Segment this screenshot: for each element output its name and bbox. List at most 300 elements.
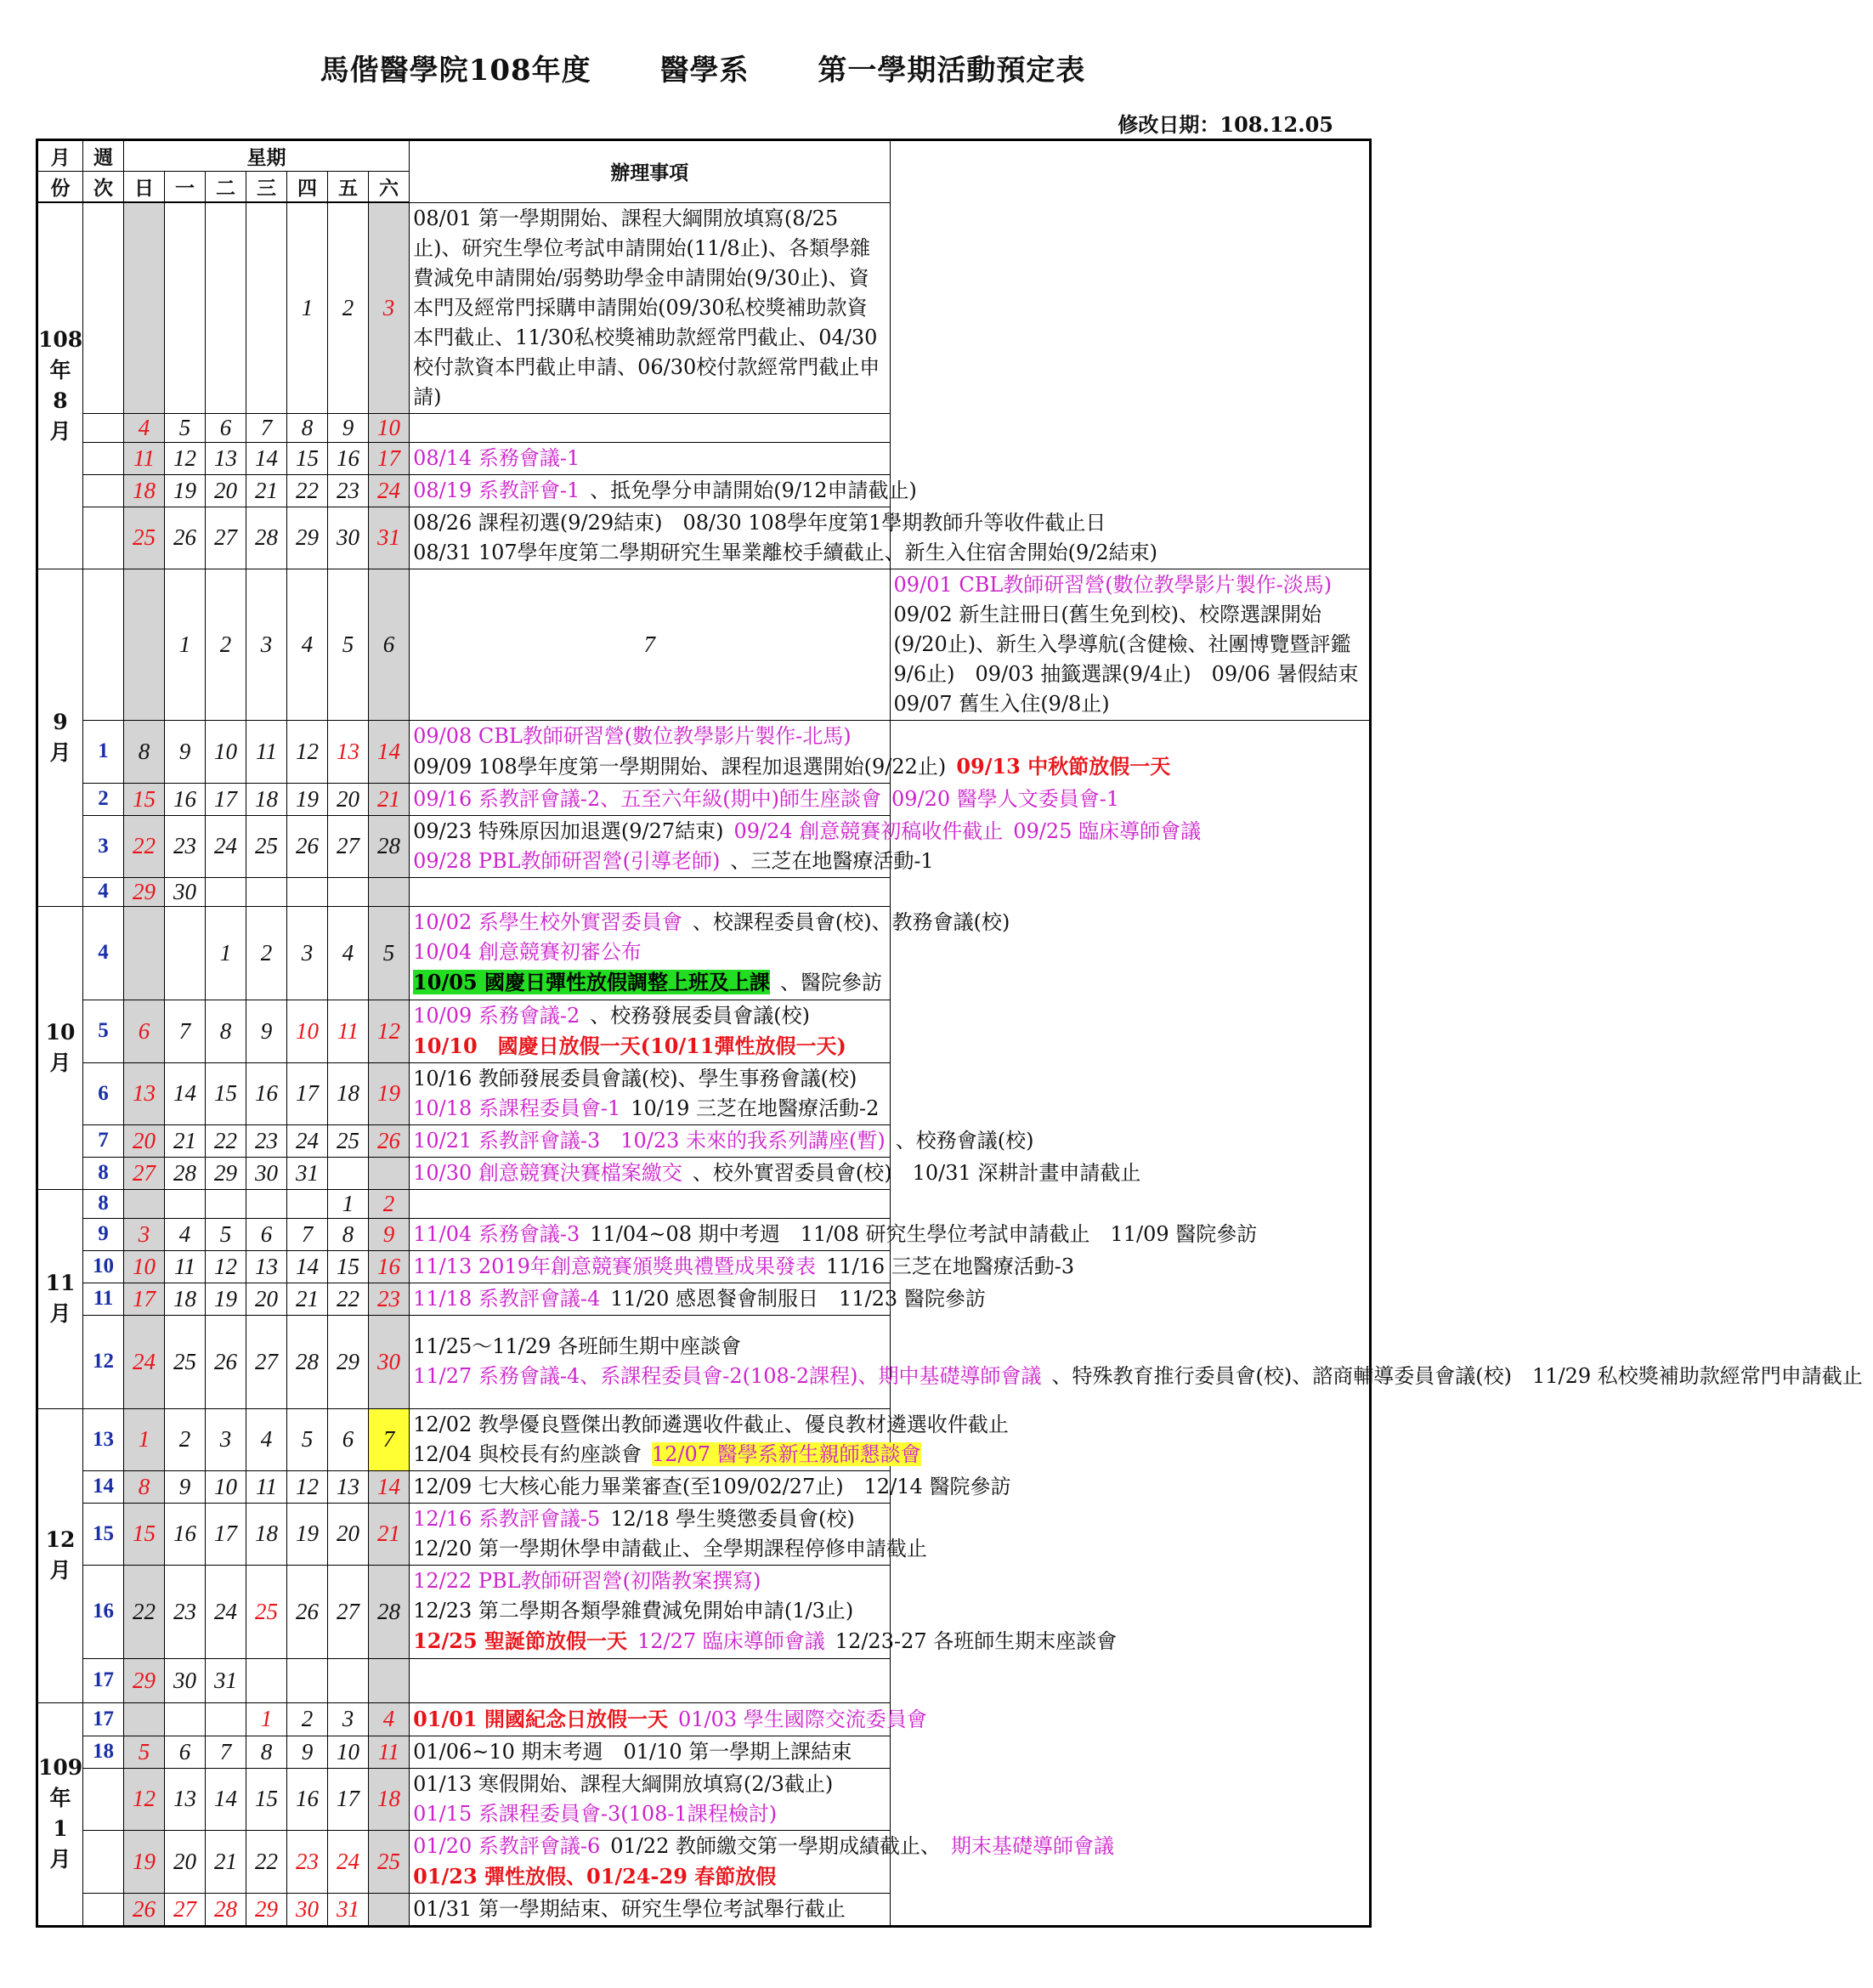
day-cell: 29: [124, 1658, 165, 1702]
day-cell: 10: [328, 1736, 369, 1768]
week-row: [37, 1315, 1371, 1408]
week-number: 17: [83, 1702, 124, 1736]
day-cell: 22: [328, 1283, 369, 1315]
day-cell: 30: [165, 1658, 206, 1702]
event-text: 01/03 學生國際交流委員會: [678, 1707, 927, 1731]
day-cell: 20: [328, 1503, 369, 1565]
day-cell: 12: [287, 1470, 328, 1503]
day-cell: 17: [124, 1283, 165, 1315]
event-text: 11/20 感恩餐會制服日 11/23 醫院參訪: [610, 1286, 986, 1311]
event-line: [413, 1094, 886, 1124]
event-line: [413, 508, 1106, 538]
day-cell: 6: [206, 413, 246, 442]
day-cell: 23: [165, 815, 206, 877]
event-line: [413, 937, 886, 967]
day-cell: 21: [165, 1124, 206, 1157]
month-block: [37, 906, 1371, 1189]
day-cell: 22: [287, 474, 328, 507]
day-cell: 6: [124, 1000, 165, 1062]
event-text: 10/21 系教評會議-3 10/23 未來的我系列講座(暫): [413, 1128, 886, 1153]
month-label-part: 月: [49, 1301, 71, 1326]
event-text: 01/01 開國紀念日放假一天: [413, 1706, 668, 1731]
week-row: [37, 877, 1371, 906]
week-number: 5: [83, 1000, 124, 1062]
event-text: 08/14 系務會議-1: [413, 445, 580, 470]
week-number: [83, 413, 124, 442]
day-cell: 23: [287, 1830, 328, 1893]
week-number: [83, 569, 124, 720]
day-cell: 10: [287, 1000, 328, 1062]
day-cell: 30: [246, 1157, 287, 1189]
day-cell: [328, 877, 369, 906]
day-cell: 1: [165, 569, 206, 720]
events-cell: [410, 783, 1120, 815]
event-line: [413, 1534, 927, 1564]
title-schedule: 第一學期活動預定表: [818, 54, 1086, 88]
day-cell: 31: [287, 1157, 328, 1189]
events-cell: [410, 1250, 1075, 1283]
event-line: [413, 1704, 927, 1735]
day-cell: 17: [369, 442, 410, 474]
day-cell: 29: [206, 1157, 246, 1189]
event-line: [413, 817, 1202, 847]
day-cell: 29: [328, 1315, 369, 1408]
day-cell: 20: [206, 474, 246, 507]
day-cell: 19: [287, 1503, 328, 1565]
event-text: 01/23 彈性放假、01/24-29 春節放假: [413, 1863, 777, 1889]
day-cell: 27: [328, 815, 369, 877]
day-cell: 30: [287, 1893, 328, 1926]
event-text: 01/13 寒假開始、課程大綱開放填寫(2/3截止): [413, 1771, 834, 1796]
day-cell: 28: [369, 815, 410, 877]
day-cell: 4: [165, 1218, 206, 1250]
events-cell: [410, 507, 1158, 569]
event-text: 08/19 系教評會-1: [413, 478, 580, 502]
event-text: 01/22 教師繳交第一學期成績截止、: [610, 1833, 942, 1858]
month-block: [37, 1702, 1371, 1926]
month-label-part: 11: [45, 1271, 76, 1295]
day-cell: 18: [124, 474, 165, 507]
event-text: 11/04 系務會議-3: [413, 1221, 580, 1246]
week-number: 1: [83, 720, 124, 783]
day-cell: [165, 1189, 206, 1218]
event-line: [413, 1895, 886, 1924]
day-cell: 17: [328, 1768, 369, 1830]
title-school: 馬偕醫學院108年度: [320, 54, 591, 88]
month-label-part: 月: [49, 418, 71, 444]
month-label-part: 10: [45, 1019, 76, 1045]
event-line: [413, 476, 917, 506]
day-cell: 3: [124, 1218, 165, 1250]
month-label-part: 月: [49, 1558, 71, 1583]
event-text: 08/26 課程初選(9/29結束) 08/30 108學年度第1學期教師升等收件截止日: [413, 510, 1106, 535]
week-number: 10: [83, 1250, 124, 1283]
day-cell: 10: [206, 720, 246, 783]
event-line: [413, 784, 1120, 814]
event-text: 09/28 PBL教師研習營(引導老師): [413, 848, 721, 873]
day-cell: 14: [246, 442, 287, 474]
event-text: 09/25 臨床導師會議: [1013, 818, 1202, 843]
day-cell: 2: [165, 1408, 206, 1470]
week-row: [37, 906, 1371, 1000]
event-text: 10/19 三芝在地醫療活動-2: [631, 1096, 880, 1120]
event-text: 11/13 2019年創意競賽頒獎典禮暨成果發表: [413, 1254, 816, 1278]
week-number: 13: [83, 1408, 124, 1470]
day-cell: 25: [246, 815, 287, 877]
event-text: 12/25 聖誕節放假一天: [413, 1628, 627, 1653]
event-line: [413, 1596, 886, 1626]
event-text: 12/27 臨床導師會議: [637, 1629, 825, 1653]
event-text: 11/18 系教評會議-4: [413, 1286, 601, 1311]
event-line: [413, 204, 886, 412]
day-cell: 11: [124, 442, 165, 474]
day-cell: 21: [246, 474, 287, 507]
event-text: 12/02 教學優良暨傑出教師遴選收件截止、優良教材遴選收件截止: [413, 1412, 1009, 1436]
event-line: [413, 1504, 886, 1534]
day-cell: 5: [287, 1408, 328, 1470]
day-cell: 7: [165, 1000, 206, 1062]
event-text: 08/31 107學年度第二學期研究生畢業離校手續截止、新生入住宿舍開始(9/2結束): [413, 540, 1158, 564]
event-text: 09/23 特殊原因加退選(9/27結束): [413, 818, 724, 843]
week-row: [37, 1000, 1371, 1062]
event-text: 09/16 系教評會議-2、五至六年級(期中)師生座談會: [413, 786, 881, 811]
event-text: 10/09 系務會議-2: [413, 1003, 580, 1028]
event-line: [413, 1737, 886, 1767]
day-cell: 21: [369, 1503, 410, 1565]
event-text: 、校外實習委員會(校) 10/31 深耕計畫申請截止: [692, 1160, 1141, 1185]
page-title: [0, 47, 1406, 88]
week-number: [83, 1893, 124, 1926]
day-cell: 14: [206, 1768, 246, 1830]
week-row: [37, 1062, 1371, 1124]
event-text: 期末基礎導師會議: [951, 1833, 1115, 1858]
header-weekday-sun: 日: [124, 172, 165, 203]
day-cell: 18: [246, 1503, 287, 1565]
event-line: [413, 1284, 986, 1314]
week-number: 14: [83, 1470, 124, 1503]
day-cell: 20: [124, 1124, 165, 1157]
week-row: [37, 569, 1371, 720]
day-cell: [246, 1658, 287, 1702]
event-text: 01/31 第一學期結束、研究生學位考試舉行截止: [413, 1896, 846, 1921]
event-text: 10/04 創意競賽初審公布: [413, 940, 642, 964]
week-row: [37, 1218, 1371, 1250]
week-row: [37, 1503, 1371, 1565]
day-cell: 23: [369, 1283, 410, 1315]
day-cell: 17: [206, 783, 246, 815]
day-cell: 28: [369, 1565, 410, 1658]
day-cell: [165, 906, 206, 1000]
day-cell: 13: [246, 1250, 287, 1283]
day-cell: 31: [369, 507, 410, 569]
month-label: [37, 202, 83, 569]
event-text: 12/07 醫學系新生親師懇談會: [651, 1441, 921, 1466]
week-number: 3: [83, 815, 124, 877]
day-cell: 10: [369, 413, 410, 442]
day-cell: [246, 1189, 287, 1218]
event-text: 10/18 系課程委員會-1: [413, 1096, 621, 1120]
day-cell: 15: [124, 783, 165, 815]
day-cell: 5: [124, 1736, 165, 1768]
event-line: [413, 722, 886, 751]
day-cell: 3: [287, 906, 328, 1000]
month-label-part: 月: [49, 1050, 71, 1075]
week-row: [37, 442, 1371, 474]
event-text: 、醫院參訪: [780, 971, 882, 994]
month-block: [37, 202, 1371, 569]
day-cell: [328, 1658, 369, 1702]
day-cell: 8: [206, 1000, 246, 1062]
header-month-top: 月: [37, 140, 83, 172]
day-cell: 15: [124, 1503, 165, 1565]
week-number: 18: [83, 1736, 124, 1768]
day-cell: 14: [165, 1062, 206, 1124]
day-cell: 3: [206, 1408, 246, 1470]
day-cell: 12: [287, 720, 328, 783]
day-cell: 6: [165, 1736, 206, 1768]
week-row: [37, 1658, 1371, 1702]
event-line: [413, 1220, 1258, 1249]
week-row: [37, 815, 1371, 877]
week-number: [83, 507, 124, 569]
day-cell: 8: [246, 1736, 287, 1768]
day-cell: [124, 1702, 165, 1736]
day-cell: 11: [246, 1470, 287, 1503]
week-row: [37, 413, 1371, 442]
day-cell: 12: [206, 1250, 246, 1283]
day-cell: 11: [246, 720, 287, 783]
event-text: 、三芝在地醫療活動-1: [730, 848, 934, 873]
day-cell: 22: [206, 1124, 246, 1157]
header-week-top: 週: [83, 140, 124, 172]
event-text: 10/30 創意競賽決賽檔案繳交: [413, 1160, 682, 1185]
title-dept: 醫學系: [659, 54, 750, 88]
day-cell: 31: [206, 1658, 246, 1702]
week-number: 15: [83, 1503, 124, 1565]
events-cell: [410, 474, 917, 507]
day-cell: 22: [124, 1565, 165, 1658]
day-cell: 16: [246, 1062, 287, 1124]
month-label-part: 108: [38, 326, 83, 352]
event-line: [413, 1332, 886, 1362]
event-line: [413, 751, 1171, 782]
week-number: 6: [83, 1062, 124, 1124]
header-weekday-mon: 一: [165, 172, 206, 203]
day-cell: 4: [328, 906, 369, 1000]
day-cell: 9: [165, 720, 206, 783]
week-number: 4: [83, 906, 124, 1000]
day-cell: 7: [287, 1218, 328, 1250]
month-label: [37, 1702, 83, 1926]
day-cell: 24: [369, 474, 410, 507]
day-cell: 17: [287, 1062, 328, 1124]
event-text: 、校課程委員會(校)、教務會議(校): [692, 910, 1010, 934]
day-cell: 5: [369, 906, 410, 1000]
day-cell: 8: [124, 720, 165, 783]
event-text: 01/15 系課程委員會-3(108-1課程檢討): [413, 1801, 778, 1826]
week-row: [37, 1157, 1371, 1189]
day-cell: 1: [206, 906, 246, 1000]
week-number: [83, 202, 124, 413]
event-line: [893, 600, 1379, 719]
header-month-bottom: 份: [37, 172, 83, 203]
day-cell: 12: [165, 442, 206, 474]
month-label-part: 月: [49, 1847, 71, 1872]
week-row: [37, 1736, 1371, 1768]
day-cell: 14: [369, 720, 410, 783]
month-label: [37, 1408, 83, 1702]
day-cell: 27: [124, 1157, 165, 1189]
week-number: 7: [83, 1124, 124, 1157]
day-cell: [328, 1157, 369, 1189]
events-cell: [410, 1283, 986, 1315]
header-weekday-wed: 三: [246, 172, 287, 203]
day-cell: 21: [369, 783, 410, 815]
day-cell: 1: [124, 1408, 165, 1470]
header-weekday-tue: 二: [206, 172, 246, 203]
day-cell: 25: [369, 1830, 410, 1893]
day-cell: 24: [206, 1565, 246, 1658]
event-line: [413, 1158, 1141, 1188]
day-cell: 7: [369, 1408, 410, 1470]
event-line: [413, 1001, 886, 1031]
event-line: [413, 908, 1010, 937]
day-cell: 22: [124, 815, 165, 877]
event-text: 10/05 國慶日彈性放假調整上班及上課: [413, 970, 770, 994]
day-cell: 26: [287, 815, 328, 877]
day-cell: [287, 1189, 328, 1218]
week-number: 2: [83, 783, 124, 815]
event-line: [413, 1472, 1011, 1502]
week-number: [83, 1830, 124, 1893]
event-text: 11/27 系務會議-4、系課程委員會-2(108-2課程)、期中基礎導師會議: [413, 1364, 1042, 1388]
week-number: [83, 474, 124, 507]
header-events: 辦理事項: [410, 140, 890, 203]
day-cell: 8: [287, 413, 328, 442]
day-cell: 1: [328, 1189, 369, 1218]
day-cell: 11: [369, 1736, 410, 1768]
week-row: [37, 1565, 1371, 1658]
event-text: 10/02 系學生校外實習委員會: [413, 910, 682, 934]
day-cell: 9: [369, 1218, 410, 1250]
events-cell: [410, 1218, 1258, 1250]
month-label-part: 1: [53, 1816, 68, 1841]
month-label: [37, 569, 83, 906]
event-text: 09/09 108學年度第一學期開始、課程加退選開始(9/22止): [413, 754, 947, 779]
day-cell: 2: [287, 1702, 328, 1736]
week-row: [37, 202, 1371, 413]
event-text: 12/16 系教評會議-5: [413, 1506, 601, 1531]
week-number: 12: [83, 1315, 124, 1408]
day-cell: [369, 877, 410, 906]
event-line: [413, 1362, 1863, 1391]
week-row: [37, 1283, 1371, 1315]
day-cell: [165, 202, 206, 413]
week-row: [37, 1702, 1371, 1736]
day-cell: 1: [287, 202, 328, 413]
day-cell: 16: [165, 1503, 206, 1565]
week-row: [37, 1408, 1371, 1470]
day-cell: 19: [287, 783, 328, 815]
event-line: [413, 1626, 1118, 1657]
day-cell: 12: [124, 1768, 165, 1830]
day-cell: 2: [246, 906, 287, 1000]
day-cell: 16: [369, 1250, 410, 1283]
day-cell: 20: [246, 1283, 287, 1315]
month-label-part: 8: [53, 388, 68, 413]
week-row: [37, 720, 1371, 783]
day-cell: 10: [124, 1250, 165, 1283]
event-line: [413, 1031, 886, 1062]
day-cell: 4: [124, 413, 165, 442]
day-cell: 3: [328, 1702, 369, 1736]
day-cell: 18: [165, 1283, 206, 1315]
event-text: 09/08 CBL教師研習營(數位教學影片製作-北馬): [413, 723, 852, 748]
week-number: 8: [83, 1157, 124, 1189]
week-row: [37, 1124, 1371, 1157]
day-cell: [246, 877, 287, 906]
events-cell: [410, 413, 890, 442]
day-cell: 6: [328, 1408, 369, 1470]
day-cell: 11: [165, 1250, 206, 1283]
event-line: [413, 1252, 1075, 1282]
day-cell: 28: [165, 1157, 206, 1189]
day-cell: [369, 1893, 410, 1926]
events-cell: [410, 1503, 927, 1565]
day-cell: 18: [246, 783, 287, 815]
day-cell: 27: [246, 1315, 287, 1408]
day-cell: [246, 202, 287, 413]
events-cell: [410, 1768, 890, 1830]
event-text: 、抵免學分申請開始(9/12申請截止): [590, 478, 917, 502]
day-cell: 11: [328, 1000, 369, 1062]
day-cell: 19: [206, 1283, 246, 1315]
day-cell: 28: [287, 1315, 328, 1408]
day-cell: 30: [165, 877, 206, 906]
day-cell: 29: [124, 877, 165, 906]
day-cell: 14: [287, 1250, 328, 1283]
day-cell: 20: [165, 1830, 206, 1893]
event-line: [894, 570, 1366, 600]
week-number: 17: [83, 1658, 124, 1702]
week-number: 4: [83, 877, 124, 906]
day-cell: 2: [328, 202, 369, 413]
day-cell: 4: [287, 569, 328, 720]
event-text: 12/22 PBL教師研習營(初階教案撰寫): [413, 1569, 761, 1593]
week-row: [37, 1470, 1371, 1503]
event-line: [413, 1799, 886, 1829]
day-cell: 16: [165, 783, 206, 815]
day-cell: 15: [206, 1062, 246, 1124]
day-cell: 3: [246, 569, 287, 720]
activity-calendar-table: [36, 139, 1863, 1928]
events-cell: [410, 1315, 1863, 1408]
day-cell: 13: [165, 1768, 206, 1830]
header-weekday-fri: 五: [328, 172, 369, 203]
events-cell: [410, 202, 890, 413]
day-cell: 14: [369, 1470, 410, 1503]
month-block: [37, 569, 1379, 906]
day-cell: 12: [369, 1000, 410, 1062]
day-cell: 10: [206, 1470, 246, 1503]
day-cell: 2: [206, 569, 246, 720]
event-text: 12/23-27 各班師生期末座談會: [835, 1629, 1118, 1653]
day-cell: 31: [328, 1893, 369, 1926]
events-cell: [410, 1736, 890, 1768]
event-text: 10/16 教師發展委員會議(校)、學生事務會議(校): [413, 1066, 857, 1090]
month-label: [37, 1189, 83, 1408]
events-cell: [410, 1408, 1009, 1470]
